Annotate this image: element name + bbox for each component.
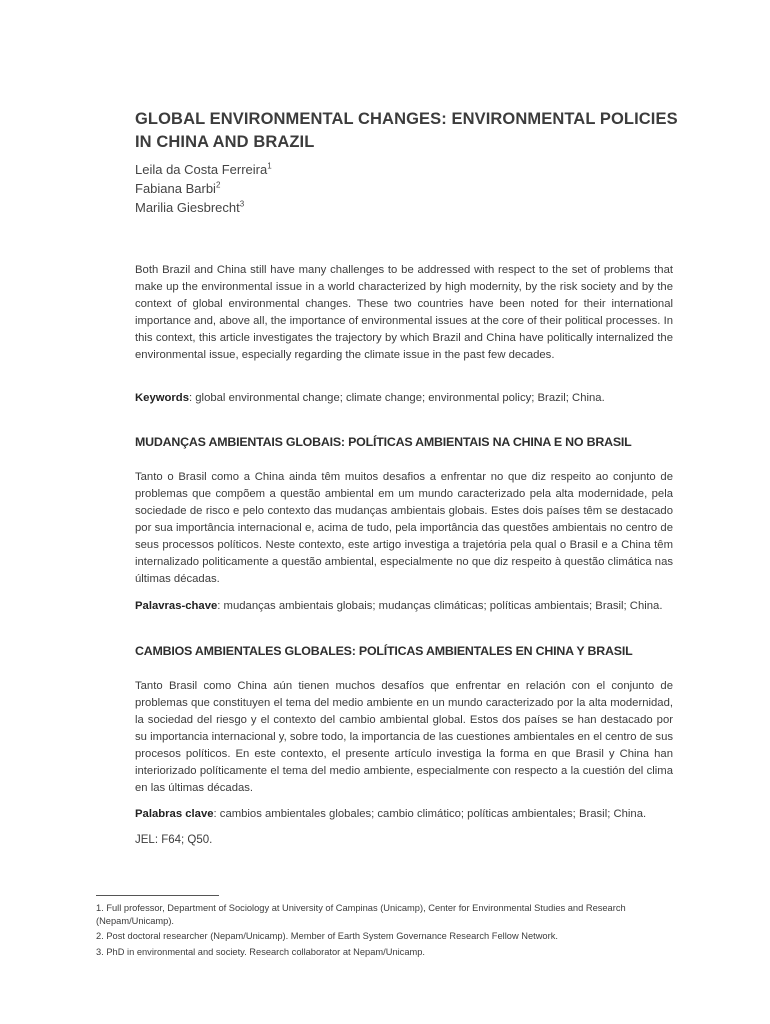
keywords-portuguese [135, 598, 675, 615]
keywords-label: Palabras clave [135, 808, 214, 820]
author-list [135, 160, 272, 217]
abstract-spanish: Tanto Brasil como China aún tienen muchos desafíos que enfrentar en relación con el conjunto de problemas que constituyen el tema del medio ambiente en un mundo caracterizado por la alta modernidad, la sociedad del riesgo y el contexto del cambio ambiental global. Estos dos países se han destacado por su importancia internacional y, sobre todo, la importancia de las cuestiones ambientales en el centro de sus procesos políticos. En este contexto, el presente artículo investiga la forma en que Brasil y China han interiorizado políticamente el tema del medio ambiente, especialmente con respecto a la cuestión del clima en las últimas décadas. [135, 680, 673, 794]
keywords-english [135, 390, 675, 407]
keywords-spanish [135, 806, 675, 823]
author-name: Marilia Giesbrecht [135, 200, 240, 215]
author-name: Leila da Costa Ferreira [135, 162, 268, 177]
author-note-ref: 3 [239, 199, 245, 209]
footnotes [96, 902, 676, 961]
keywords-label: Keywords [135, 392, 189, 404]
author-note-ref: 1 [267, 161, 272, 171]
author-note-ref: 2 [215, 180, 221, 190]
keywords-label: Palavras-chave [135, 600, 218, 612]
heading-portuguese: MUDANÇAS AMBIENTAIS GLOBAIS: POLÍTICAS AMBIENTAIS NA CHINA E NO BRASIL [135, 435, 632, 449]
abstract-portuguese: Tanto o Brasil como a China ainda têm muitos desafios a enfrentar no que diz respeito ao conjunto de problemas que compõem a questão ambiental em um mundo caracterizado pela alta modernidade, pela sociedade de risco e pelo contexto das mudanças ambientais globais. Estes dois países têm se destacado por sua importância internacional e, acima de tudo, pela importância das questões ambientais no centro de seus processos políticos. Neste contexto, este artigo investiga a trajetória pela qual o Brasil e a China têm internalizado politicamente a questão ambiental, especialmente no que diz respeito à questão climática nas últimas décadas. [135, 471, 673, 585]
keywords-text: : global environmental change; climate change; environmental policy; Brazil; China. [189, 392, 605, 404]
author-name: Fabiana Barbi [135, 181, 216, 196]
keywords-text: : cambios ambientales globales; cambio climático; políticas ambientales; Brasil; China. [213, 808, 647, 820]
abstract-english: Both Brazil and China still have many challenges to be addressed with respect to the set of problems that make up the environmental issue in a world characterized by high modernity, by the risk society and by the context of global environmental changes. These two countries have been noted for their international importance and, above all, the importance of environmental issues at the core of their political processes. In this context, this article investigates the trajectory by which Brazil and China have politically internalized the environmental issue, especially regarding the climate issue in the past few decades. [135, 264, 673, 361]
paper-title: GLOBAL ENVIRONMENTAL CHANGES: ENVIRONMENTAL POLICIES IN CHINA AND BRAZIL [135, 110, 678, 151]
footnote-1: 1. Full professor, Department of Sociology at University of Campinas (Unicamp), Center for Environmental Studies and Research (Nepam/Unicamp). [96, 903, 626, 926]
footnote-2: 2. Post doctoral researcher (Nepam/Unicamp). Member of Earth System Governance Research Fellow Network. [96, 931, 558, 941]
heading-spanish: CAMBIOS AMBIENTALES GLOBALES: POLÍTICAS AMBIENTALES EN CHINA Y BRASIL [135, 644, 633, 658]
keywords-text: : mudanças ambientais globais; mudanças climáticas; políticas ambientais; Brasil; China. [217, 600, 663, 612]
footnote-divider [96, 895, 219, 896]
jel-codes: JEL: F64; Q50. [135, 834, 213, 846]
author-1 [135, 160, 272, 179]
author-3 [135, 198, 272, 217]
author-2 [135, 179, 272, 198]
footnote-3: 3. PhD in environmental and society. Research collaborator at Nepam/Unicamp. [96, 946, 425, 957]
